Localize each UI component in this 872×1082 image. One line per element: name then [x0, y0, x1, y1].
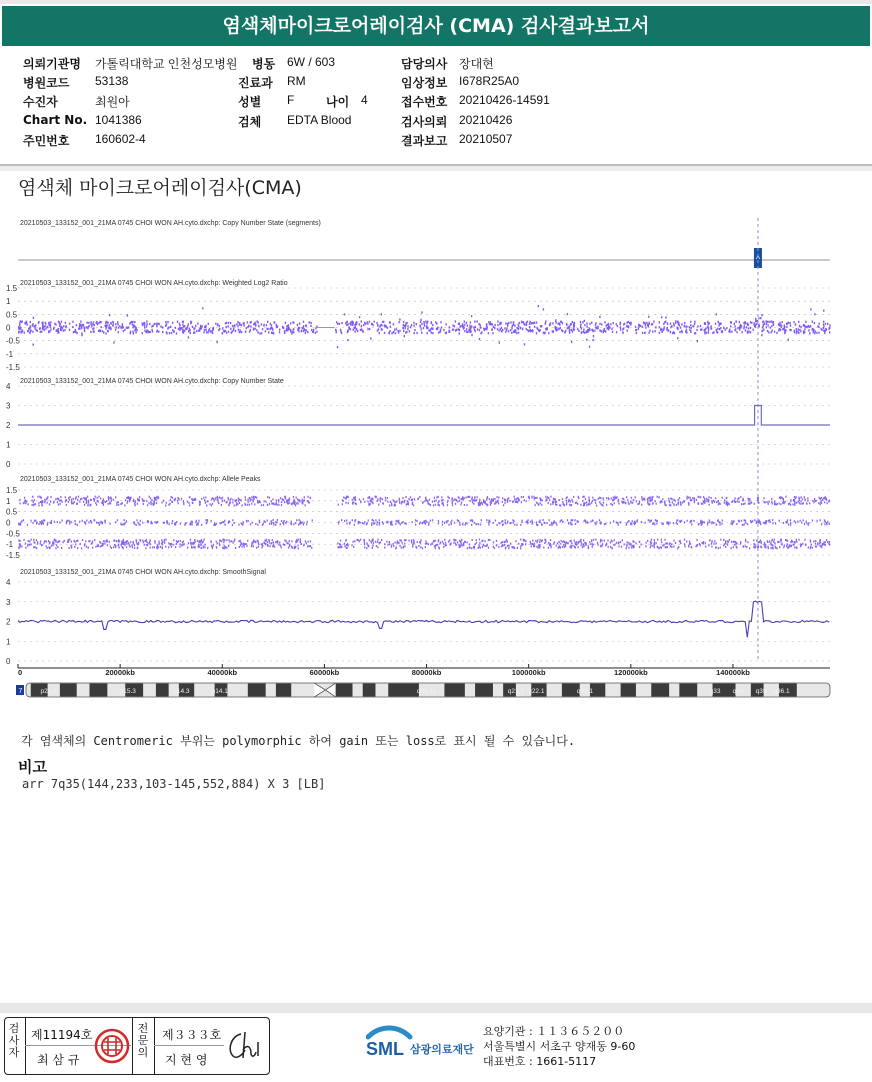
ideogram-band	[679, 684, 697, 697]
y-tick-label: -1	[6, 349, 14, 359]
y-tick-label: 1.5	[6, 486, 18, 495]
age-label: 나이	[326, 95, 350, 109]
y-tick-label: -1.5	[6, 363, 20, 372]
chromosome-label: 7	[18, 688, 23, 695]
chart-no-label: Chart No.	[23, 113, 88, 127]
cma-chart	[0, 210, 872, 710]
request-label: 검사의뢰	[401, 115, 448, 129]
dept-label: 진료과	[238, 76, 273, 90]
id-label: 주민번호	[23, 134, 70, 148]
dept-value: RM	[287, 74, 306, 88]
y-tick-label: 1.5	[6, 284, 18, 293]
result-value: 20210507	[459, 132, 513, 146]
y-tick-label: 1	[6, 637, 11, 647]
y-tick-label: 1	[6, 496, 11, 506]
y-tick-label: 1	[6, 440, 11, 450]
signature-box	[4, 1017, 270, 1075]
sex-label: 성별	[238, 95, 262, 109]
band-label: q22.1	[528, 688, 545, 695]
band-label: q21.3	[507, 688, 525, 695]
ideogram-band	[89, 684, 107, 697]
hospital-code-label: 병원코드	[23, 76, 70, 90]
clinical-label: 임상정보	[401, 76, 448, 90]
panel-title: 20210503_133152_001_21MA 0745 CHOI WON AH.cyto.dxchp: Copy Number State (segments)	[20, 220, 321, 227]
ward-label: 병동	[252, 57, 276, 71]
band-label: p21.3	[40, 688, 57, 695]
y-tick-label: 2	[6, 617, 11, 627]
smooth-signal-line	[18, 601, 829, 637]
y-tick-label: 2	[6, 421, 11, 430]
institution-value: 가톨릭대학교 인천성모병원	[95, 57, 238, 71]
y-tick-label: 3	[6, 597, 11, 607]
band-label: p15.3	[119, 688, 136, 695]
centromere-note: 각 염색체의 Centromeric 부위는 polymorphic 하여 gain 또는 loss로 표시 될 수 있습니다.	[21, 734, 576, 748]
hospital-code-value: 53138	[95, 74, 129, 88]
ideogram-band	[475, 684, 493, 697]
foundation-name: 삼광의료재단	[410, 1043, 474, 1056]
ideogram-band	[388, 684, 419, 697]
chart-no-value: 1041386	[95, 113, 142, 127]
y-tick-label: 0	[6, 518, 11, 528]
expert-name: 지 현 영	[165, 1053, 208, 1067]
ward-value: 6W / 603	[287, 55, 336, 69]
x-tick-label: 80000kb	[411, 668, 442, 677]
x-tick-label: 40000kb	[207, 668, 238, 677]
seal-image	[93, 1027, 131, 1065]
y-tick-label: -1.5	[6, 551, 20, 560]
band-label: q21.11	[416, 688, 437, 695]
band-label: p14.1	[211, 688, 228, 695]
panel-title: 20210503_133152_001_21MA 0745 CHOI WON AH.cyto.dxchp: Allele Peaks	[20, 476, 261, 483]
tester-name: 최 삼 규	[37, 1053, 80, 1067]
ideogram-band	[276, 684, 291, 697]
ideogram-band	[335, 684, 353, 697]
panel-title: 20210503_133152_001_21MA 0745 CHOI WON AH.cyto.dxchp: Copy Number State	[20, 378, 284, 385]
id-value: 160602-4	[95, 132, 146, 146]
sml-logo	[366, 1025, 482, 1065]
expert-label: 전문의	[137, 1022, 149, 1059]
foundation-address: 서울특별시 서초구 양재동 9-60	[483, 1040, 636, 1053]
sex-value: F	[287, 93, 295, 107]
clinical-value: I678R25A0	[459, 74, 520, 88]
band-label: q36.1	[773, 688, 790, 695]
y-tick-label: 0	[6, 657, 11, 666]
band-label: q33	[709, 688, 721, 695]
receipt-label: 접수번호	[401, 95, 448, 109]
x-tick-label: 120000kb	[613, 668, 648, 677]
y-tick-label: 4	[6, 382, 11, 391]
specimen-label: 검체	[238, 115, 262, 129]
gain-marker: ^	[755, 254, 761, 264]
tester-license: 제11194호	[31, 1028, 93, 1042]
care-code: 요양기관 : １１３６５２００	[483, 1025, 625, 1038]
specimen-value: EDTA Blood	[287, 113, 352, 127]
logo-text: SML	[366, 1039, 404, 1059]
ideogram-band	[156, 684, 169, 697]
doctor-value: 장대현	[459, 57, 494, 71]
foundation-phone: 대표번호 : 1661-5117	[483, 1055, 597, 1068]
foundation-info	[483, 1024, 635, 1069]
ideogram-band	[248, 684, 266, 697]
y-tick-label: 4	[6, 578, 11, 587]
y-tick-label: -0.5	[6, 529, 20, 539]
band-label: q31.1	[576, 688, 594, 695]
band-label: q35	[755, 688, 767, 695]
ideogram-band	[60, 684, 77, 697]
section-title: 염색체 마이크로어레이검사(CMA)	[18, 177, 302, 199]
y-tick-label: -1	[6, 540, 14, 550]
report-title: 염색체마이크로어레이검사 (CMA) 검사결과보고서	[2, 6, 870, 46]
panel-title: 20210503_133152_001_21MA 0745 CHOI WON AH.cyto.dxchp: Weighted Log2 Ratio	[20, 280, 288, 287]
copy-number-state-line	[18, 406, 830, 426]
result-label: 결과보고	[401, 134, 448, 148]
tester-label: 검사자	[8, 1022, 20, 1059]
band-label: q34	[732, 688, 744, 695]
ideogram-band	[363, 684, 376, 697]
y-tick-label: 0	[6, 460, 11, 469]
top-border	[0, 0, 872, 4]
institution-label: 의뢰기관명	[23, 57, 81, 71]
band-label: p14.3	[173, 688, 190, 695]
x-tick-label: 60000kb	[309, 668, 340, 677]
patient-value: 최원아	[95, 95, 130, 109]
receipt-value: 20210426-14591	[459, 93, 550, 107]
footer-divider	[0, 1003, 872, 1013]
expert-license: 제３３３호	[162, 1028, 222, 1042]
divider-shade	[0, 166, 872, 171]
y-tick-label: 0.5	[6, 310, 18, 320]
patient-info	[0, 46, 872, 165]
age-value: 4	[361, 93, 368, 107]
y-tick-label: -0.5	[6, 336, 20, 346]
ideogram-band	[651, 684, 669, 697]
request-value: 20210426	[459, 113, 513, 127]
x-tick-label: 0	[18, 668, 23, 677]
ideogram-band	[621, 684, 636, 697]
y-tick-label: 0	[6, 323, 11, 333]
remark-title: 비고	[18, 758, 47, 776]
remark-text: arr 7q35(144,233,103-145,552,884) X 3 [LB]	[22, 777, 326, 791]
patient-label: 수진자	[23, 95, 58, 109]
panel-title: 20210503_133152_001_21MA 0745 CHOI WON AH.cyto.dxchp: SmoothSignal	[20, 569, 266, 576]
y-tick-label: 3	[6, 401, 11, 411]
x-tick-label: 140000kb	[716, 668, 750, 677]
x-tick-label: 20000kb	[105, 668, 135, 677]
doctor-label: 담당의사	[401, 57, 448, 71]
y-tick-label: 0.5	[6, 507, 18, 517]
handwritten-signature	[225, 1028, 265, 1064]
ideogram-band	[444, 684, 464, 697]
x-tick-label: 100000kb	[511, 668, 546, 677]
y-tick-label: 1	[6, 297, 11, 307]
